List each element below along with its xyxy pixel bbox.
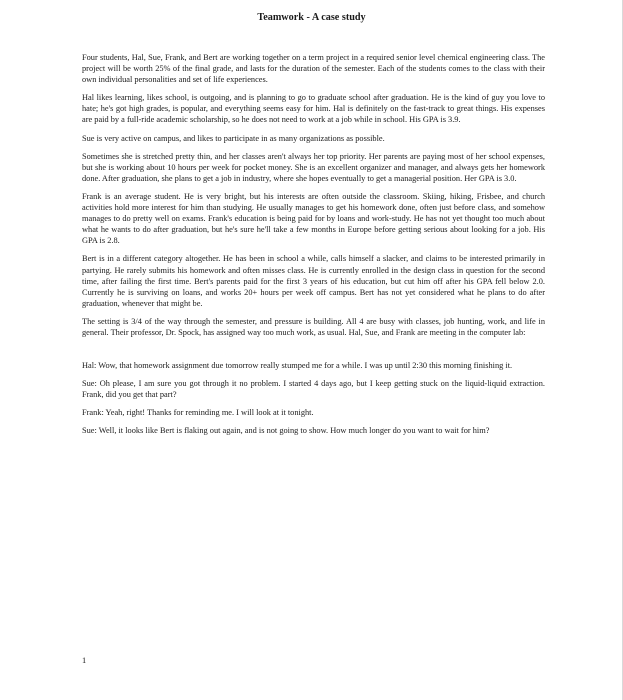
document-body bbox=[82, 52, 545, 444]
dialogue-line-hal: Hal: Wow, that homework assignment due tomorrow really stumped me for a while. I was up until 2:30 this morning finishing it. bbox=[82, 361, 513, 371]
paragraph-intro: Four students, Hal, Sue, Frank, and Bert are working together on a term project in a required senior level chemical engineering class. The project will be worth 25% of the final grade, and lasts for the duration of the semester. Each of the students comes to the class with their own individual personalities and set of life experiences. bbox=[82, 53, 545, 85]
document-title: Teamwork - A case study bbox=[257, 12, 366, 23]
dialogue-line-sue-2: Sue: Well, it looks like Bert is flaking out again, and is not going to show. How much longer do you want to wait for him? bbox=[82, 426, 490, 436]
dialogue-line-frank: Frank: Yeah, right! Thanks for reminding me. I will look at it tonight. bbox=[82, 408, 314, 418]
paragraph-sue: Sometimes she is stretched pretty thin, and her classes aren't always her top priority. Her parents are paying most of her school expenses, but she is working about 10 hours per week for pocket money. She is an excellent organizer and manager, and always gets her homework done. After graduation, she plans to get a job in industry, where she hopes eventually to get a managerial position. Her GPA is 3.0. bbox=[82, 151, 545, 183]
page-number: 1 bbox=[82, 656, 87, 665]
paragraph-frank: Frank is an average student. He is very bright, but his interests are often outside the classroom. Skiing, hiking, Frisbee, and church activities hold more interest for him than studying. He usually manages to get his homework done, often just before class, and somehow manages to do pretty well on exams. Frank's education is being paid for by loans and work-study. He has not yet thought too much about what he wants to do after graduation, but he's sure he'll take a few months in Europe before getting serious about looking for a job. His GPA is 2.8. bbox=[82, 191, 545, 246]
dialogue-line-sue: Sue: Oh please, I am sure you got through it no problem. I started 4 days ago, but I keep getting stuck on the liquid-liquid extraction. Frank, did you get that part? bbox=[82, 379, 545, 400]
paragraph-sue-intro: Sue is very active on campus, and likes to participate in as many organizations as possible. bbox=[82, 133, 385, 143]
paragraph-hal: Hal likes learning, likes school, is outgoing, and is planning to go to graduate school after graduation. He is the kind of guy you love to hate; he's got high grades, is popular, and everything seems easy for him. Hal is definitely on the fast-track to great things. His expenses are paid by a full-ride academic scholarship, so he does not need to work at a job while in school. His GPA is 3.9. bbox=[82, 93, 545, 125]
paragraph-setting: The setting is 3/4 of the way through the semester, and pressure is building. All 4 are busy with classes, job hunting, work, and life in general. Their professor, Dr. Spock, has assigned way too much work, as usual. Hal, Sue, and Frank are meeting in the computer lab: bbox=[82, 316, 545, 337]
paragraph-bert: Bert is in a different category altogether. He has been in school a while, calls himself a slacker, and claims to be interested primarily in partying. He rarely submits his homework and often misses class. He is currently enrolled in the design class in question for the second time, after failing the first time. Bert's parents paid for the first 3 years of his education, but cut him off after his GPA fell below 2.0. Currently he is surviving on loans, and works 20+ hours per week off campus. Bert has not yet considered what he plans to do after graduation, whenever that might be. bbox=[82, 254, 545, 308]
